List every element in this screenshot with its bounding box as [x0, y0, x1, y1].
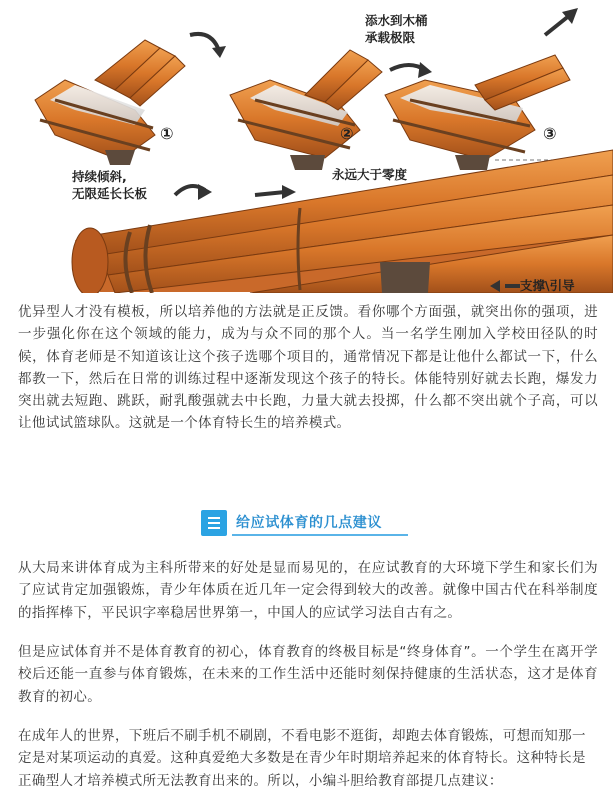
- step-number-3: ③: [543, 124, 557, 143]
- arrow-icon: [545, 15, 570, 35]
- paragraph-adult-world: 在成年人的世界，下班后不刷手机不刷剧，不看电影不逛街，却跑去体育锻炼，可想而知那一定是对某项运动的真爱。这种真爱绝大多数是在青少年时期培养起来的体育特长。这种特长是正确型人才培养模式所无法教育出来的。所以，小编斗胆给教育部提几点建议：: [18, 728, 586, 789]
- arrow-icon: [190, 34, 218, 48]
- paragraph-original-intent: 但是应试体育并不是体育教育的初心，体育教育的终极目标是“终身体育”。一个学生在离开学校后还能一直参与体育锻炼，在未来的工作生活中还能时刻保持健康的生活状态，这才是体育教育的初心。: [18, 644, 598, 705]
- list-icon: [201, 510, 227, 536]
- section-underline: [232, 534, 408, 536]
- annotation-middle: 永远大于零度: [332, 167, 408, 182]
- barrel-step-2: [230, 50, 382, 170]
- barrel-step-1: [35, 40, 185, 165]
- barrel-illustration: [0, 0, 613, 293]
- section-title: 给应试体育的几点建议: [236, 515, 382, 531]
- barrel-step-3: [385, 55, 595, 170]
- arrow-icon: [255, 192, 285, 195]
- paragraph-benefits: 从大局来讲体育成为主科所带来的好处是显而易见的，在应试教育的大环境下学生和家长们为了应试肯定加强锻炼，青少年体质在近几年一定会得到较大的改善。就像中国古代在科举制度的指挥棒下，平民识字率稳居世界第一，中国人的应试学习法自古有之。: [18, 560, 598, 621]
- hero-illustration: [0, 0, 613, 293]
- annotation-top: 添水到木桶 承载极限: [365, 13, 428, 45]
- annotation-left: 持续倾斜, 无限延长长板: [72, 169, 148, 201]
- step-number-2: ②: [340, 124, 354, 143]
- annotation-bottom: 支撑\引导: [520, 278, 575, 293]
- step-number-1: ①: [160, 124, 174, 143]
- paragraph-intro: 优异型人才没有模板，所以培养他的方法就是正反馈。看你哪个方面强，就突出你的强项，进一步强化你在这个领域的能力，成为与众不同的那个人。当一名学生刚加入学校田径队的时候，体育老师是不知道该让这个孩子选哪个项目的，通常情况下都是让他什么都试一下，什么都教一下，然后在日常的训练过程中逐渐发现这个孩子的特长。体能特别好就去长跑，爆发力突出就去短跑、跳跃，耐乳酸强就去中长跑，力量大就去投掷，什么都不突出就个子高，可以让他试试篮球队。这就是一个体育特长生的培养模式。: [18, 304, 598, 432]
